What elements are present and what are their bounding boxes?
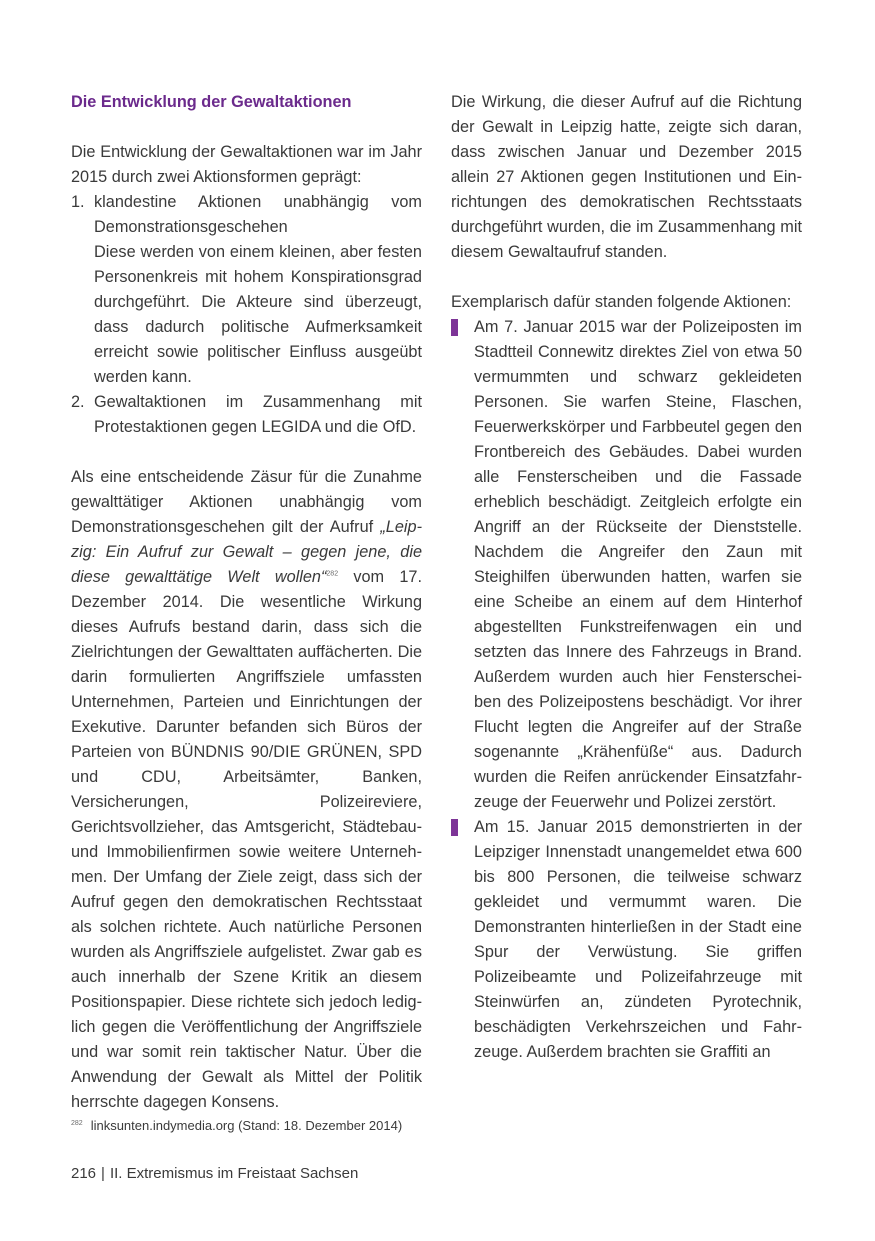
footnote-number: 282 (71, 1119, 83, 1127)
numbered-list (71, 190, 422, 440)
list-item-description: Diese werden von einem kleinen, aber festen Personenkreis mit hohem Konspirationsgrad durchgeführt. Die Akteure sind überzeugt, dass dadurch politische Aufmerksamkeit erreicht sowie politischer Einfluss ausgeübt werden kann. (94, 243, 422, 386)
bullet-marker-icon (451, 319, 458, 336)
list-number: 2. (71, 393, 85, 411)
list-item-title: klandestine Aktionen unabhängig vom Demonstrationsgeschehen (94, 193, 422, 236)
list-item-text: Am 7. Januar 2015 war der Polizeiposten im Stadtteil Connewitz direktes Ziel von etwa 50 vermummten und schwarz gekleideten Personen. Sie warfen Steine, Flaschen, Feuerwerkskörper und Farbbeutel gegen den Frontbereich des Gebäudes. Dabei wurden alle Fensterscheiben und die Fassade erheblich beschädigt. Zeitgleich erfolgte ein Angriff an der Rückseite der Dienststelle. Nachdem die Angreifer den Zaun mit Steighilfen überwunden hatten, warfen sie eine Scheibe an einem auf dem Hinterhof abgestellten Funkstreifenwagen ein und setzten das Innere des Fahrzeugs in Brand. Außerdem wurden auch hier Fensterscheiben des Polizeipostens beschädigt. Vor ihrer Flucht legten die Angreifer auf der Straße sogenannte „Krähenfüße“ aus. Dadurch wurden die Reifen anrückender Einsatzfahrzeuge der Feuerwehr und Polizei zerstört. (474, 318, 802, 811)
bullet-marker-icon (451, 819, 458, 836)
left-column (71, 90, 422, 1115)
footnote (71, 1118, 402, 1133)
body-paragraph (71, 465, 422, 1115)
footer-separator: | (101, 1165, 105, 1182)
list-item-text: Am 15. Januar 2015 demonstrierten in der Leipziger Innenstadt unangemeldet etwa 600 bis 800 Personen, die teilweise schwarz gekleidet und vermummt waren. Die Demonstranten hinterließen in der Stadt eine Spur der Verwüstung. Sie griffen Polizeibeamte und Polizeifahrzeuge mit Steinwürfen an, zündeten Pyrotechnik, beschädigten Verkehrszeichen und Fahrzeuge. Außerdem brachten sie Graffiti an (474, 818, 802, 1061)
intro-paragraph: Die Entwicklung der Gewaltaktionen war im Jahr 2015 durch zwei Aktionsformen geprägt: (71, 143, 422, 186)
paragraph-text: Als eine entscheidende Zäsur für die Zunahme gewalttätiger Aktionen unabhängig vom Demonstrationsgeschehen gilt der Aufruf (71, 468, 422, 536)
list-item (451, 815, 802, 1065)
body-paragraph: Die Wirkung, die dieser Aufruf auf die Richtung der Gewalt in Leipzig hatte, zeigte sich daran, dass zwischen Januar und Dezember 2015 allein 27 Aktionen gegen Institutionen und Einrichtungen des demokratischen Rechtsstaats durchgeführt wurden, die im Zusammenhang mit diesem Gewaltaufruf standen. (451, 93, 802, 261)
page-number: 216 (71, 1165, 97, 1182)
footnote-text: linksunten.indymedia.org (Stand: 18. Dezember 2014) (90, 1118, 403, 1133)
quoted-title: „Leipzig: Ein Aufruf zur Gewalt – gegen jene, die diese gewalttätige Welt wollen“ (71, 518, 422, 586)
bullet-list (451, 315, 802, 1065)
list-item-title: Gewaltaktionen im Zusammenhang mit Protestaktionen gegen LEGIDA und die OfD. (94, 393, 422, 436)
list-item (71, 390, 422, 440)
body-paragraph: Exemplarisch dafür standen folgende Aktionen: (451, 293, 792, 311)
section-heading: Die Entwicklung der Gewaltaktionen (71, 93, 352, 111)
chapter-title: II. Extremismus im Freistaat Sachsen (109, 1165, 359, 1182)
right-column (451, 90, 802, 1065)
page-footer (71, 1165, 358, 1182)
list-item (71, 190, 422, 390)
paragraph-text: vom 17. Dezember 2014. Die wesentliche Wirkung dieses Aufrufs bestand darin, dass sich die Zielrichtungen der Gewalttaten auffächerten. Die darin formulierten Angriffsziele umfassten Unternehmen, Parteien und Einrichtungen der Exekutive. Darunter befanden sich Büros der Parteien von BÜNDNIS 90/DIE GRÜNEN, SPD und CDU, Arbeitsämter, Banken, Versicherungen, Polizeireviere, Gerichtsvollzieher, das Amtsgericht, Städtebau- und Immobilienfirmen sowie weitere Unternehmen. Der Umfang der Ziele zeigt, dass sich der Aufruf gegen den demokratischen Rechtsstaat als solchen richtete. Auch natürliche Personen wurden als Angriffsziele aufgelistet. Zwar gab es auch innerhalb der Szene Kritik an diesem Positionspapier. Diese richtete sich jedoch lediglich gegen die Veröffentlichung der Angriffsziele und war somit rein taktischer Natur. Über die Anwendung der Gewalt als Mittel der Politik herrschte dagegen Konsens. (71, 568, 422, 1111)
footnote-reference[interactable]: 282 (326, 570, 339, 578)
list-number: 1. (71, 193, 85, 211)
list-item (451, 315, 802, 815)
